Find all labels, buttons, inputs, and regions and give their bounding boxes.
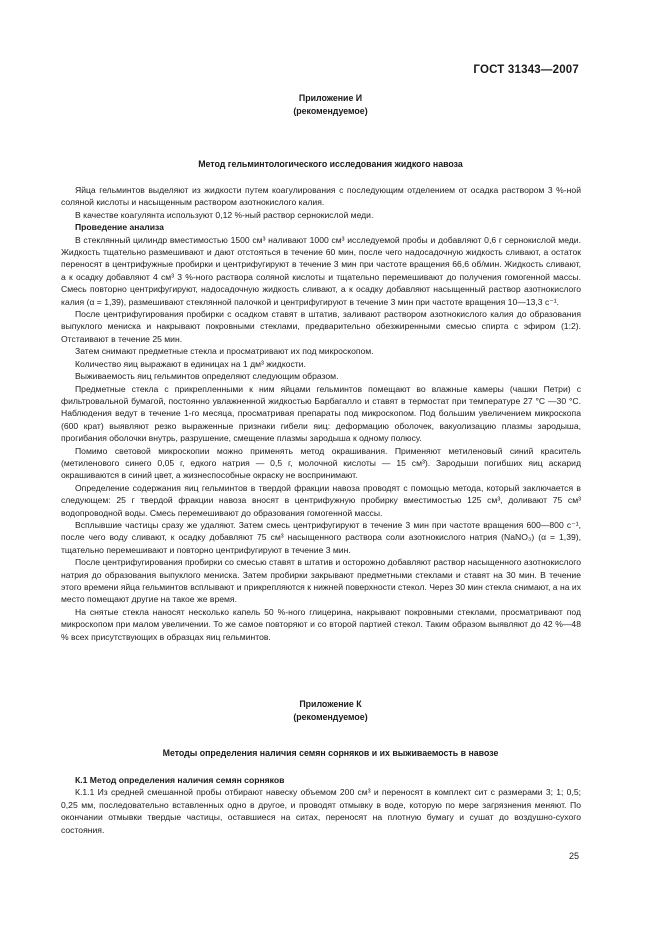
paragraph: После центрифугирования пробирки с осадком ставят в штатив, заливают раствором азотнокислого калия до образования выпуклого мениска и накрывают покровными стеклами, предварительно обезжиренными смесью спирта с эфиром (1:2). Отстаивают в течение 25 мин. <box>61 309 581 344</box>
paragraph: Затем снимают предметные стекла и просматривают их под микроскопом. <box>75 346 374 357</box>
appendix-k-subtitle: (рекомендуемое) <box>293 712 368 722</box>
k1-heading: К.1 Метод определения наличия семян сорняков <box>75 775 285 785</box>
paragraph: Помимо световой микроскопии можно применять метод окрашивания. Применяют метиленовый синий краситель (метиленового синего 0,05 г, едкого натрия — 0,5 г, молочной кислоты — 15 см³). Зародыши погибших яиц аскарид окрашиваются в синий цвет, а жизнеспособные окраску не воспринимают. <box>61 445 581 481</box>
paragraph: Всплывшие частицы сразу же удаляют. Затем смесь центрифугируют в течение 3 мин при частоте вращения 600—800 с⁻¹, после чего воду сливают, к осадку добавляют 75 см³ насыщенного раствора соли азотнокислого натрия (NaNO₃) (α = 1,39), тщательно перемешивают и повторно центрифугируют в течение 3 мин. <box>61 519 581 555</box>
paragraph: Определение содержания яиц гельминтов в твердой фракции навоза проводят с помощью метода, который заключается в следующем: 25 г твердой фракции навоза вносят в центрифужную пробирку вместимостью 125 см³, доливают 75 см³ водопроводной воды. Смесь перемешивают до образования гомогенной массы. <box>61 482 581 518</box>
appendix-i-title: Приложение И <box>298 93 363 103</box>
paragraph: Количество яиц выражают в единицах на 1 дм³ жидкости. <box>75 358 306 369</box>
appendix-k-title: Приложение К <box>299 699 362 709</box>
appendix-k-heading <box>0 698 661 724</box>
analysis-heading: Проведение анализа <box>75 222 164 233</box>
paragraph: Яйца гельминтов выделяют из жидкости путем коагулирования с последующим отделением от осадка раствором 3 %-ной соляной кислоты и насыщенным раствором азотнокислого калия. <box>61 185 581 208</box>
appendix-i-heading <box>0 92 661 118</box>
appendix-k-section-title: Методы определения наличия семян сорняков и их выживаемость в навозе <box>162 748 499 758</box>
standard-header: ГОСТ 31343—2007 <box>473 64 579 76</box>
paragraph: Предметные стекла с прикрепленными к ним яйцами гельминтов помещают во влажные камеры (чашки Петри) с фильтровальной бумагой, постоянно увлажненной жидкостью Барбагалло и ставят в термостат при температуре 27 °С —30 °С. Наблюдения ведут в течение 1-го месяца, просматривая препараты под микроскопом. Под большим увеличением микроскопа (600 крат) выявляют резко выраженные признаки гибели яиц: деформацию оболочек, вакуолизацию плазмы зародыша, прогибания оболочки внутрь, разрушение, смещение плазмы зародыша к одному полюсу. <box>61 383 581 444</box>
paragraph: На снятые стекла наносят несколько капель 50 %-ного глицерина, накрывают покровными стеклами, просматривают под микроскопом при малом увеличении. То же самое повторяют и со второй партией стекол. Таким образом выявляют до 42 %—48 % всех присутствующих в образцах яиц гельминтов. <box>61 606 581 642</box>
paragraph: В стеклянный цилиндр вместимостью 1500 см³ наливают 1000 см³ исследуемой пробы и добавляют 0,6 г сернокислой меди. Жидкость тщательно размешивают и дают отстояться в течение 60 мин, после чего надосадочную жидкость сливают, а остаток переносят в центрифужные пробирки и центрифугируют в течение 3 мин при частоте вращения 66,6 об/мин. Жидкость сливают, а к осадку добавляют 4 см³ 3 %-ного раствора соляной кислоты и тщательно перемешивают до получения гомогенной массы. Смесь повторно центрифугируют, надосадочную жидкость сливают, а к осадку добавляют насыщенный раствор азотнокислого калия (α = 1,39), размешивают стеклянной палочкой и центрифугируют в течение 3 мин при частоте вращения 10—13,3 с⁻¹. <box>61 234 581 307</box>
appendix-i-subtitle: (рекомендуемое) <box>293 106 368 116</box>
paragraph: В качестве коагулянта используют 0,12 %-ный раствор сернокислой меди. <box>75 209 374 220</box>
appendix-i-section-title: Метод гельминтологического исследования жидкого навоза <box>198 159 463 169</box>
paragraph: После центрифугирования пробирки со смесью ставят в штатив и осторожно добавляют раствор насыщенного азотнокислого натрия до образования выпуклого мениска. Затем пробирки закрывают предметными стеклами и ставят на 30 мин. В течение этого времени яйца гельминтов всплывают и прикрепляются к нижней поверхности стекол. Через 30 мин стекла снимают, а на их место помещают другие на такое же время. <box>61 557 581 605</box>
appendix-i-body <box>61 184 581 643</box>
paragraph: К.1.1 Из средней смешанной пробы отбирают навеску объемом 200 см³ и переносят в комплект сит с размерами 3; 1; 0,5; 0,25 мм, последовательно вставленных одно в другое, и проводят отмывку в воде, которую по мере загрязнения меняют. По окончании отмывки твердые частицы, оставшиеся на ситах, переносят на плотную бумагу и сушат до воздушно-сухого состояния. <box>61 787 581 835</box>
paragraph: Выживаемость яиц гельминтов определяют следующим образом. <box>75 371 339 382</box>
page-number: 25 <box>568 851 579 861</box>
appendix-k-body <box>61 774 581 836</box>
